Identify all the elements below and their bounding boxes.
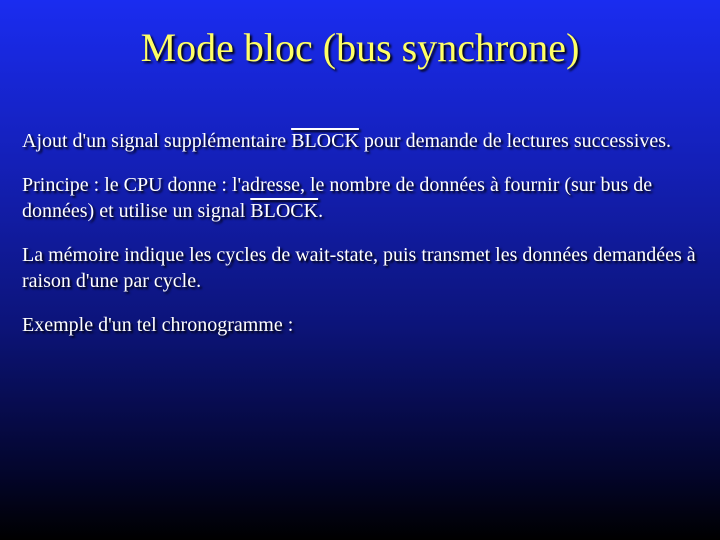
paragraph-principle [22,172,706,224]
paragraph-signal-block [22,128,706,154]
slide-body [22,128,706,356]
block-signal-label: BLOCK [291,130,359,152]
paragraph-text: . [318,200,324,222]
slide-title: Mode bloc (bus synchrone) [140,25,580,70]
paragraph-text: Principe : le CPU donne : l'adresse, le nombre de données à fournir (sur bus de données) et utilise un signal [22,174,653,222]
paragraph-example: Exemple d'un tel chronogramme : [22,314,294,336]
block-signal-label: BLOCK [250,200,319,222]
paragraph-text: Ajout d'un signal supplémentaire [22,130,292,152]
paragraph-memory: La mémoire indique les cycles de wait-state, puis transmet les données demandées à raison d'une par cycle. [22,244,696,292]
paragraph-text: pour demande de lectures successives. [358,130,672,152]
